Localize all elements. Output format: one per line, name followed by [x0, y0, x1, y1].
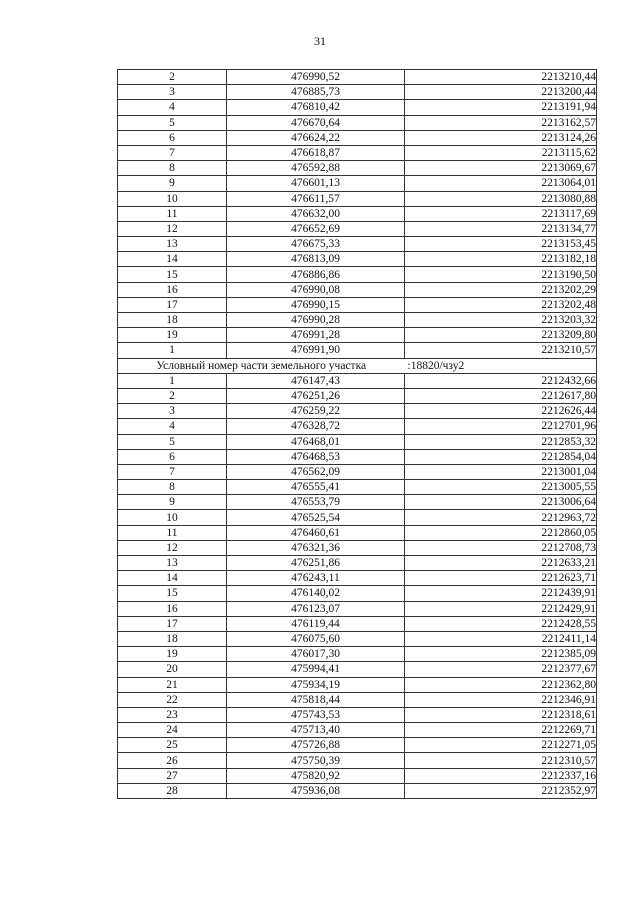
x-coordinate-cell: 475726,88 — [227, 738, 405, 753]
x-coordinate-cell: 476652,69 — [227, 221, 405, 236]
point-number-cell: 14 — [118, 252, 227, 267]
point-number-cell: 17 — [118, 297, 227, 312]
x-coordinate-cell: 476813,09 — [227, 252, 405, 267]
point-number-cell: 23 — [118, 707, 227, 722]
table-row — [118, 176, 597, 191]
y-coordinate-cell: 2213210,44 — [405, 70, 597, 85]
y-coordinate-cell: 2212385,09 — [405, 647, 597, 662]
table-row — [118, 692, 597, 707]
table-row — [118, 616, 597, 631]
table-row — [118, 449, 597, 464]
point-number-cell: 5 — [118, 115, 227, 130]
x-coordinate-cell: 476321,36 — [227, 540, 405, 555]
table-row — [118, 419, 597, 434]
point-number-cell: 7 — [118, 145, 227, 160]
point-number-cell: 3 — [118, 404, 227, 419]
x-coordinate-cell: 476990,15 — [227, 297, 405, 312]
point-number-cell: 11 — [118, 206, 227, 221]
coordinates-table — [117, 69, 597, 799]
point-number-cell: 20 — [118, 662, 227, 677]
point-number-cell: 16 — [118, 282, 227, 297]
table-row — [118, 328, 597, 343]
x-coordinate-cell: 475934,19 — [227, 677, 405, 692]
x-coordinate-cell: 476251,86 — [227, 556, 405, 571]
x-coordinate-cell: 476990,52 — [227, 70, 405, 85]
x-coordinate-cell: 475936,08 — [227, 783, 405, 798]
x-coordinate-cell: 476632,00 — [227, 206, 405, 221]
x-coordinate-cell: 476886,86 — [227, 267, 405, 282]
table-row — [118, 343, 597, 358]
point-number-cell: 25 — [118, 738, 227, 753]
y-coordinate-cell: 2212617,80 — [405, 388, 597, 403]
x-coordinate-cell: 476990,28 — [227, 313, 405, 328]
y-coordinate-cell: 2212428,55 — [405, 616, 597, 631]
table-row — [118, 480, 597, 495]
point-number-cell: 3 — [118, 85, 227, 100]
table-row — [118, 237, 597, 252]
table-row — [118, 707, 597, 722]
table-row — [118, 510, 597, 525]
y-coordinate-cell: 2213202,48 — [405, 297, 597, 312]
x-coordinate-cell: 476017,30 — [227, 647, 405, 662]
y-coordinate-cell: 2213080,88 — [405, 191, 597, 206]
table-row — [118, 206, 597, 221]
point-number-cell: 6 — [118, 130, 227, 145]
table-row — [118, 540, 597, 555]
table-row — [118, 571, 597, 586]
x-coordinate-cell: 475713,40 — [227, 723, 405, 738]
coordinates-table-part-2 — [118, 373, 597, 798]
table-row — [118, 601, 597, 616]
x-coordinate-cell: 476525,54 — [227, 510, 405, 525]
y-coordinate-cell: 2213001,04 — [405, 464, 597, 479]
section-label: Условный номер части земельного участка — [118, 358, 405, 373]
y-coordinate-cell: 2213134,77 — [405, 221, 597, 236]
point-number-cell: 6 — [118, 449, 227, 464]
y-coordinate-cell: 2212318,61 — [405, 707, 597, 722]
x-coordinate-cell: 476624,22 — [227, 130, 405, 145]
table-row — [118, 115, 597, 130]
y-coordinate-cell: 2213124,26 — [405, 130, 597, 145]
table-row — [118, 753, 597, 768]
x-coordinate-cell: 476259,22 — [227, 404, 405, 419]
point-number-cell: 19 — [118, 328, 227, 343]
point-number-cell: 12 — [118, 221, 227, 236]
table-row — [118, 100, 597, 115]
table-row — [118, 313, 597, 328]
x-coordinate-cell: 476075,60 — [227, 631, 405, 646]
x-coordinate-cell: 476611,57 — [227, 191, 405, 206]
y-coordinate-cell: 2213006,64 — [405, 495, 597, 510]
y-coordinate-cell: 2212701,96 — [405, 419, 597, 434]
table-row — [118, 297, 597, 312]
y-coordinate-cell: 2212626,44 — [405, 404, 597, 419]
y-coordinate-cell: 2212271,05 — [405, 738, 597, 753]
y-coordinate-cell: 2212346,91 — [405, 692, 597, 707]
x-coordinate-cell: 476592,88 — [227, 161, 405, 176]
point-number-cell: 10 — [118, 510, 227, 525]
x-coordinate-cell: 475820,92 — [227, 768, 405, 783]
point-number-cell: 22 — [118, 692, 227, 707]
x-coordinate-cell: 476460,61 — [227, 525, 405, 540]
point-number-cell: 11 — [118, 525, 227, 540]
table-row — [118, 723, 597, 738]
table-row — [118, 130, 597, 145]
point-number-cell: 27 — [118, 768, 227, 783]
table-row — [118, 252, 597, 267]
x-coordinate-cell: 476328,72 — [227, 419, 405, 434]
y-coordinate-cell: 2212432,66 — [405, 373, 597, 388]
table-row — [118, 556, 597, 571]
x-coordinate-cell: 476601,13 — [227, 176, 405, 191]
x-coordinate-cell: 476251,26 — [227, 388, 405, 403]
point-number-cell: 10 — [118, 191, 227, 206]
table-row — [118, 495, 597, 510]
y-coordinate-cell: 2213191,94 — [405, 100, 597, 115]
table-row — [118, 191, 597, 206]
table-row — [118, 267, 597, 282]
y-coordinate-cell: 2212623,71 — [405, 571, 597, 586]
x-coordinate-cell: 476468,53 — [227, 449, 405, 464]
point-number-cell: 13 — [118, 556, 227, 571]
point-number-cell: 19 — [118, 647, 227, 662]
x-coordinate-cell: 476555,41 — [227, 480, 405, 495]
y-coordinate-cell: 2213203,32 — [405, 313, 597, 328]
y-coordinate-cell: 2213064,01 — [405, 176, 597, 191]
x-coordinate-cell: 475750,39 — [227, 753, 405, 768]
page-number: 31 — [314, 34, 326, 48]
x-coordinate-cell: 476140,02 — [227, 586, 405, 601]
point-number-cell: 14 — [118, 571, 227, 586]
y-coordinate-cell: 2213182,18 — [405, 252, 597, 267]
table-row — [118, 85, 597, 100]
y-coordinate-cell: 2212337,16 — [405, 768, 597, 783]
y-coordinate-cell: 2212708,73 — [405, 540, 597, 555]
table-row — [118, 525, 597, 540]
y-coordinate-cell: 2212429,91 — [405, 601, 597, 616]
y-coordinate-cell: 2212854,04 — [405, 449, 597, 464]
x-coordinate-cell: 476885,73 — [227, 85, 405, 100]
x-coordinate-cell: 476147,43 — [227, 373, 405, 388]
section-value: :18820/чзу2 — [405, 358, 597, 373]
point-number-cell: 26 — [118, 753, 227, 768]
y-coordinate-cell: 2213190,50 — [405, 267, 597, 282]
point-number-cell: 1 — [118, 343, 227, 358]
table-row — [118, 647, 597, 662]
y-coordinate-cell: 2212310,57 — [405, 753, 597, 768]
point-number-cell: 18 — [118, 631, 227, 646]
table-row — [118, 282, 597, 297]
y-coordinate-cell: 2212269,71 — [405, 723, 597, 738]
x-coordinate-cell: 476468,01 — [227, 434, 405, 449]
y-coordinate-cell: 2213117,69 — [405, 206, 597, 221]
x-coordinate-cell: 475743,53 — [227, 707, 405, 722]
point-number-cell: 7 — [118, 464, 227, 479]
point-number-cell: 1 — [118, 373, 227, 388]
y-coordinate-cell: 2213005,55 — [405, 480, 597, 495]
x-coordinate-cell: 476810,42 — [227, 100, 405, 115]
table-row — [118, 434, 597, 449]
y-coordinate-cell: 2213115,62 — [405, 145, 597, 160]
point-number-cell: 24 — [118, 723, 227, 738]
x-coordinate-cell: 476670,64 — [227, 115, 405, 130]
y-coordinate-cell: 2213200,44 — [405, 85, 597, 100]
table-row — [118, 161, 597, 176]
table-row — [118, 738, 597, 753]
point-number-cell: 16 — [118, 601, 227, 616]
point-number-cell: 8 — [118, 161, 227, 176]
x-coordinate-cell: 476119,44 — [227, 616, 405, 631]
y-coordinate-cell: 2212439,91 — [405, 586, 597, 601]
table-row — [118, 768, 597, 783]
x-coordinate-cell: 475818,44 — [227, 692, 405, 707]
point-number-cell: 4 — [118, 100, 227, 115]
y-coordinate-cell: 2212963,72 — [405, 510, 597, 525]
table-row — [118, 586, 597, 601]
table-row — [118, 404, 597, 419]
point-number-cell: 9 — [118, 176, 227, 191]
table-row — [118, 662, 597, 677]
section-header — [118, 358, 597, 373]
x-coordinate-cell: 476243,11 — [227, 571, 405, 586]
x-coordinate-cell: 476618,87 — [227, 145, 405, 160]
point-number-cell: 8 — [118, 480, 227, 495]
coordinates-table-part-1 — [118, 70, 597, 359]
y-coordinate-cell: 2212853,32 — [405, 434, 597, 449]
x-coordinate-cell: 476991,28 — [227, 328, 405, 343]
y-coordinate-cell: 2212377,67 — [405, 662, 597, 677]
x-coordinate-cell: 476562,09 — [227, 464, 405, 479]
table-row — [118, 70, 597, 85]
point-number-cell: 2 — [118, 70, 227, 85]
point-number-cell: 9 — [118, 495, 227, 510]
point-number-cell: 15 — [118, 267, 227, 282]
x-coordinate-cell: 475994,41 — [227, 662, 405, 677]
point-number-cell: 17 — [118, 616, 227, 631]
point-number-cell: 21 — [118, 677, 227, 692]
x-coordinate-cell: 476991,90 — [227, 343, 405, 358]
table-row — [118, 783, 597, 798]
y-coordinate-cell: 2212860,05 — [405, 525, 597, 540]
point-number-cell: 18 — [118, 313, 227, 328]
y-coordinate-cell: 2213153,45 — [405, 237, 597, 252]
section-header-row — [118, 358, 597, 373]
point-number-cell: 13 — [118, 237, 227, 252]
table-row — [118, 464, 597, 479]
y-coordinate-cell: 2213162,57 — [405, 115, 597, 130]
table-row — [118, 145, 597, 160]
table-row — [118, 221, 597, 236]
y-coordinate-cell: 2212633,21 — [405, 556, 597, 571]
y-coordinate-cell: 2212352,97 — [405, 783, 597, 798]
y-coordinate-cell: 2213202,29 — [405, 282, 597, 297]
y-coordinate-cell: 2213209,80 — [405, 328, 597, 343]
x-coordinate-cell: 476123,07 — [227, 601, 405, 616]
point-number-cell: 4 — [118, 419, 227, 434]
table-row — [118, 388, 597, 403]
point-number-cell: 15 — [118, 586, 227, 601]
x-coordinate-cell: 476990,08 — [227, 282, 405, 297]
point-number-cell: 2 — [118, 388, 227, 403]
y-coordinate-cell: 2212362,80 — [405, 677, 597, 692]
table-row — [118, 677, 597, 692]
point-number-cell: 28 — [118, 783, 227, 798]
x-coordinate-cell: 476675,33 — [227, 237, 405, 252]
table-row — [118, 373, 597, 388]
point-number-cell: 5 — [118, 434, 227, 449]
y-coordinate-cell: 2213069,67 — [405, 161, 597, 176]
table-row — [118, 631, 597, 646]
x-coordinate-cell: 476553,79 — [227, 495, 405, 510]
y-coordinate-cell: 2213210,57 — [405, 343, 597, 358]
y-coordinate-cell: 2212411,14 — [405, 631, 597, 646]
point-number-cell: 12 — [118, 540, 227, 555]
